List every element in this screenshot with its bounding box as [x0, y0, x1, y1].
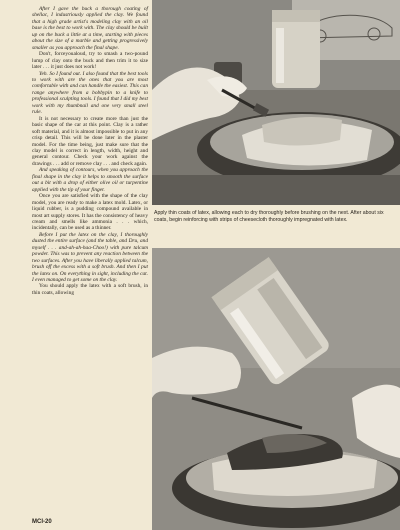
paragraph: It is not necessary to create more than just the basic shape of the car at this point. Clay is a rather soft material, and it is almost impossible to put in any crisp detail. This will be done later in the plaster model. For the time being, just make sure that the clay model is correct in length, width, height and general contour. Check your work against the drawings . . . add or remove clay . . . and check again. [32, 115, 148, 167]
photo-illustration [152, 0, 400, 205]
paragraph: Don't, forceyoualoud, try to smash a two-pound lump of clay onto the buck and then trim it to size later . . . it just does not work! [32, 51, 148, 71]
page-number: MCI-20 [32, 519, 52, 525]
photo-illustration [152, 248, 400, 530]
paragraph: Yeh. So I found out. I also found that the best tools to work with are the ones that you are most comfortable with and can handle the easiest. This can range anywhere from a bobbypin to a knife to professional sculpting tools. I found that I did my best work with my thumbnail and one very small steel rule. [32, 70, 148, 116]
paragraph: And speaking of contours, when you approach the final shape in the clay it helps to smooth the surface out a bit with a drop of either olive oil or turpentine applied with the tip of your finger. [32, 167, 148, 193]
photo-latex-jar-bottom [152, 248, 400, 530]
article-text-column [32, 6, 148, 296]
paragraph: After I gave the buck a thorough coating of shellac, I industriously applied the clay. We found that a high grade artist's modeling clay with an oil base is the best to work with. The clay should be built up on the buck a little at a time, starting with pieces about the size of a marble and getting progressively smaller as you approach the final shape. [32, 6, 148, 51]
paragraph: Once you are satisfied with the shape of the clay model, you are ready to make a latex mold. Latex, or liquid rubber, is a pudding compound available in most art supply stores. It has the consistency of heavy cream and smells like ammonia . . . which, incidentally, can be used as a thinner. [32, 193, 148, 232]
paragraph: You should apply the latex with a soft brush, in thin coats, allowing [32, 283, 148, 296]
photo-caption: Apply thin coats of latex, allowing each to dry thoroughly before brushing on the next. After about six coats, begin reinforcing with strips of cheesecloth thoroughly impregnated with latex. [154, 210, 384, 223]
photo-latex-jar-top [152, 0, 400, 205]
paragraph: Before I put the latex on the clay, I thoroughly dusted the entire surface (and the table, and Dru, and myself . . . and-ah-ah-haa-Choo!) with pure talcum powder. This was to prevent any reaction between the two surfaces. After you have liberally applied talcum, brush off the excess with a soft brush. And then I put the latex on. On everything in sight, including the cat. I even managed to get some on the clay. [32, 231, 148, 284]
